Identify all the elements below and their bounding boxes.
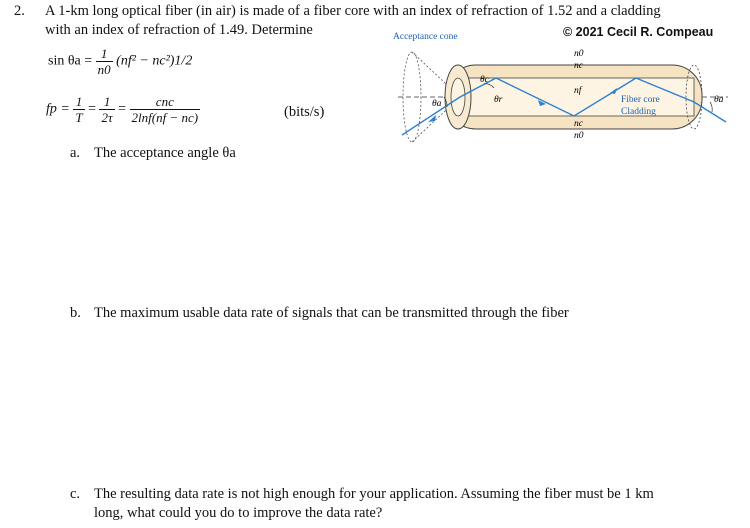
formula-sin-frac-num: 1 bbox=[100, 46, 108, 61]
formula-units: (bits/s) bbox=[284, 104, 325, 120]
n0-top-label: n0 bbox=[574, 49, 584, 59]
question-number: 2. bbox=[14, 3, 25, 19]
copyright-notice: © 2021 Cecil R. Compeau bbox=[563, 25, 714, 39]
n0-bottom-label: n0 bbox=[574, 131, 584, 141]
part-c-letter: c. bbox=[70, 486, 81, 502]
question-line-2: with an index of refraction of 1.49. Determine bbox=[45, 22, 313, 38]
formula-fp-fraction-2 bbox=[99, 94, 114, 125]
cladding-label: Cladding bbox=[621, 107, 656, 117]
formula-fp-frac1-num: 1 bbox=[75, 94, 83, 109]
acceptance-cone-label: Acceptance cone bbox=[393, 32, 458, 42]
formula-sin-rhs: (nf² − nc²)1/2 bbox=[116, 53, 193, 69]
part-c-line-2: long, what could you do to improve the data rate? bbox=[94, 505, 383, 521]
formula-fp-frac1-den: T bbox=[75, 110, 83, 125]
theta-a-right-label: θa bbox=[714, 95, 724, 105]
formula-fp-lhs: fp = bbox=[46, 101, 70, 117]
formula-fp-frac2-den: 2τ bbox=[101, 110, 113, 125]
formula-fp-frac3-num: cnc bbox=[155, 94, 174, 109]
formula-fp-fraction-1 bbox=[73, 94, 84, 125]
formula-sin-lhs: sin θa = bbox=[48, 53, 93, 69]
acceptance-angle-formula bbox=[48, 46, 192, 77]
theta-c-label: θc bbox=[480, 75, 489, 85]
nf-label: nf bbox=[574, 86, 582, 96]
part-a-letter: a. bbox=[70, 145, 81, 161]
data-rate-formula: fp = $\frac{1}{T}$ = $\frac{1}{2\tau}$ = $\frac{\text{cnc}}{2\ln f(nf - nc)}$ bbox=[46, 94, 199, 125]
part-c-line-1: The resulting data rate is not high enough for your application. Assuming the fiber must be 1 km bbox=[94, 486, 654, 502]
theta-a-right-arc bbox=[710, 102, 712, 112]
formula-fp-frac2-num: 1 bbox=[103, 94, 111, 109]
part-b-text: The maximum usable data rate of signals that can be transmitted through the fiber bbox=[94, 305, 569, 321]
question-line-1: A 1-km long optical fiber (in air) is made of a fiber core with an index of refraction of 1.52 and a cladding bbox=[45, 3, 661, 19]
part-b-letter: b. bbox=[70, 305, 81, 321]
part-a-text: The acceptance angle θa bbox=[94, 145, 236, 161]
formula-sin-fraction bbox=[96, 46, 113, 77]
nc-bottom-label: nc bbox=[574, 119, 583, 129]
formula-sin-frac-den: n0 bbox=[97, 62, 111, 77]
theta-r-label: θr bbox=[494, 95, 503, 105]
fiber-core-label: Fiber core bbox=[621, 95, 660, 105]
formula-fp-frac3-den: 2lnf(nf − nc) bbox=[131, 110, 199, 125]
formula-fp-fraction-3 bbox=[130, 94, 201, 125]
optical-fiber-diagram bbox=[388, 30, 738, 160]
nc-top-label: nc bbox=[574, 61, 583, 71]
fiber-end-core bbox=[451, 78, 465, 116]
theta-a-label: θa bbox=[432, 99, 442, 109]
